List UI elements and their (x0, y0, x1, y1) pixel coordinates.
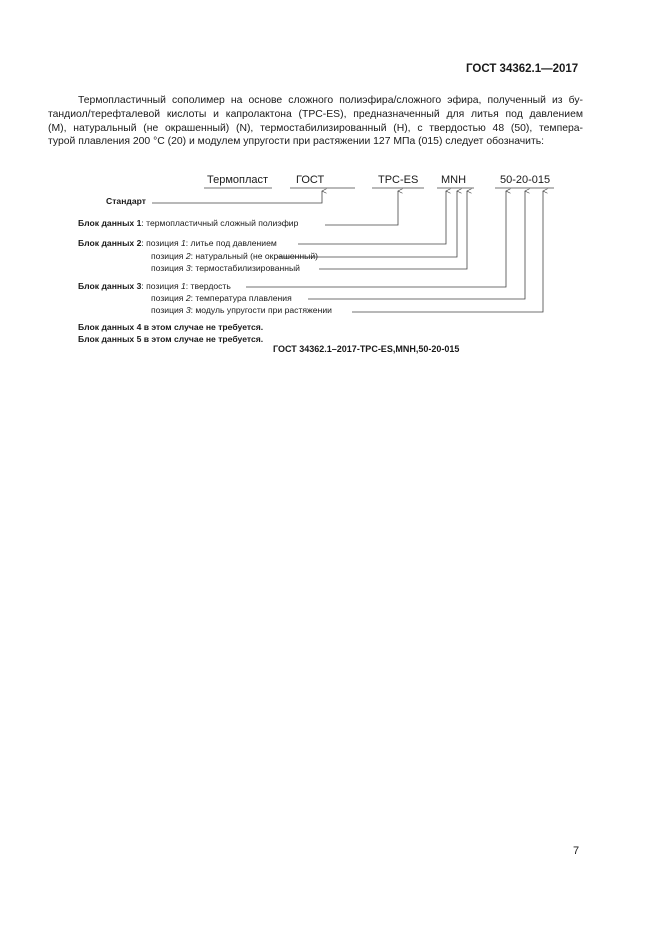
block3-title: Блок данных 3 (78, 281, 142, 291)
label-block2-pos1 (78, 238, 277, 248)
connector-standard (152, 191, 322, 203)
pos-word: позиция (151, 305, 186, 315)
connector-block3-pos3 (352, 191, 543, 312)
connector-block3-pos2 (308, 191, 525, 299)
label-block1 (78, 218, 298, 228)
label-block3-pos1 (78, 281, 231, 291)
code-part-numbers: 50-20-015 (500, 174, 551, 186)
code-part-thermoplast: Термопласт (207, 174, 269, 186)
block1-title: Блок данных 1 (78, 218, 142, 228)
label-block2-pos2 (151, 251, 318, 261)
paragraph-line: Термопластичный сополимер на основе сложного полиэфира/сложного эфира, полученный из бу- (78, 95, 583, 106)
label-block5: Блок данных 5 в этом случае не требуется. (78, 334, 264, 344)
code-part-tpc-es: TPC-ES (378, 174, 419, 186)
block3-pos1-text: : твердость (185, 281, 231, 291)
label-standard: Стандарт (106, 196, 146, 206)
paragraph-line: тандиол/терефталевой кислоты и капролактона (TPC-ES), предназначенный для литья под давлением (48, 108, 583, 120)
code-part-mnh: MNH (441, 174, 467, 186)
connector-block2-pos2 (278, 191, 457, 257)
connector-block2-pos1 (298, 191, 446, 244)
block2-pos3-text: : термостабилизированный (190, 263, 300, 273)
label-block2-pos3 (151, 263, 300, 273)
block2-pos-word: : позиция (141, 238, 181, 248)
document-standard-header: ГОСТ 34362.1—2017 (466, 63, 579, 75)
block3-pos2-text: : температура плавления (190, 293, 292, 303)
block1-text: : термопластичный сложный полиэфир (141, 218, 299, 228)
block2-pos1-num: 1 (181, 238, 186, 248)
pos-word: позиция (151, 263, 186, 273)
block2-pos2-num: 2 (185, 251, 191, 261)
label-block3-pos2 (151, 293, 292, 303)
page-number: 7 (573, 845, 580, 857)
paragraph-line: турой плавления 200 °C (20) и модулем упругости при растяжении 127 МПа (015) следует обозначить: (48, 136, 545, 148)
block3-pos3-text: : модуль упругости при растяжении (190, 305, 332, 315)
block2-pos2-text: : натуральный (не окрашенный) (190, 251, 319, 261)
block2-pos1-text: : литье под давлением (185, 238, 277, 248)
final-designation: ГОСТ 34362.1–2017-TPC-ES,MNH,50-20-015 (273, 344, 460, 354)
pos-word: позиция (151, 293, 186, 303)
block3-pos2-num: 2 (185, 293, 191, 303)
block3-pos1-num: 1 (181, 281, 186, 291)
paragraph-line: (M), натуральный (не окрашенный) (N), термостабилизированный (H), с твердостью 48 (50), темпера- (48, 122, 583, 134)
block2-title: Блок данных 2 (78, 238, 142, 248)
block3-pos-word: : позиция (141, 281, 181, 291)
block2-pos3-num: 3 (185, 263, 191, 273)
block3-pos3-num: 3 (185, 305, 191, 315)
label-block4: Блок данных 4 в этом случае не требуется. (78, 322, 264, 332)
code-part-gost: ГОСТ (296, 174, 325, 186)
connector-block1 (325, 191, 398, 225)
pos-word: позиция (151, 251, 186, 261)
label-block3-pos3 (151, 305, 332, 315)
